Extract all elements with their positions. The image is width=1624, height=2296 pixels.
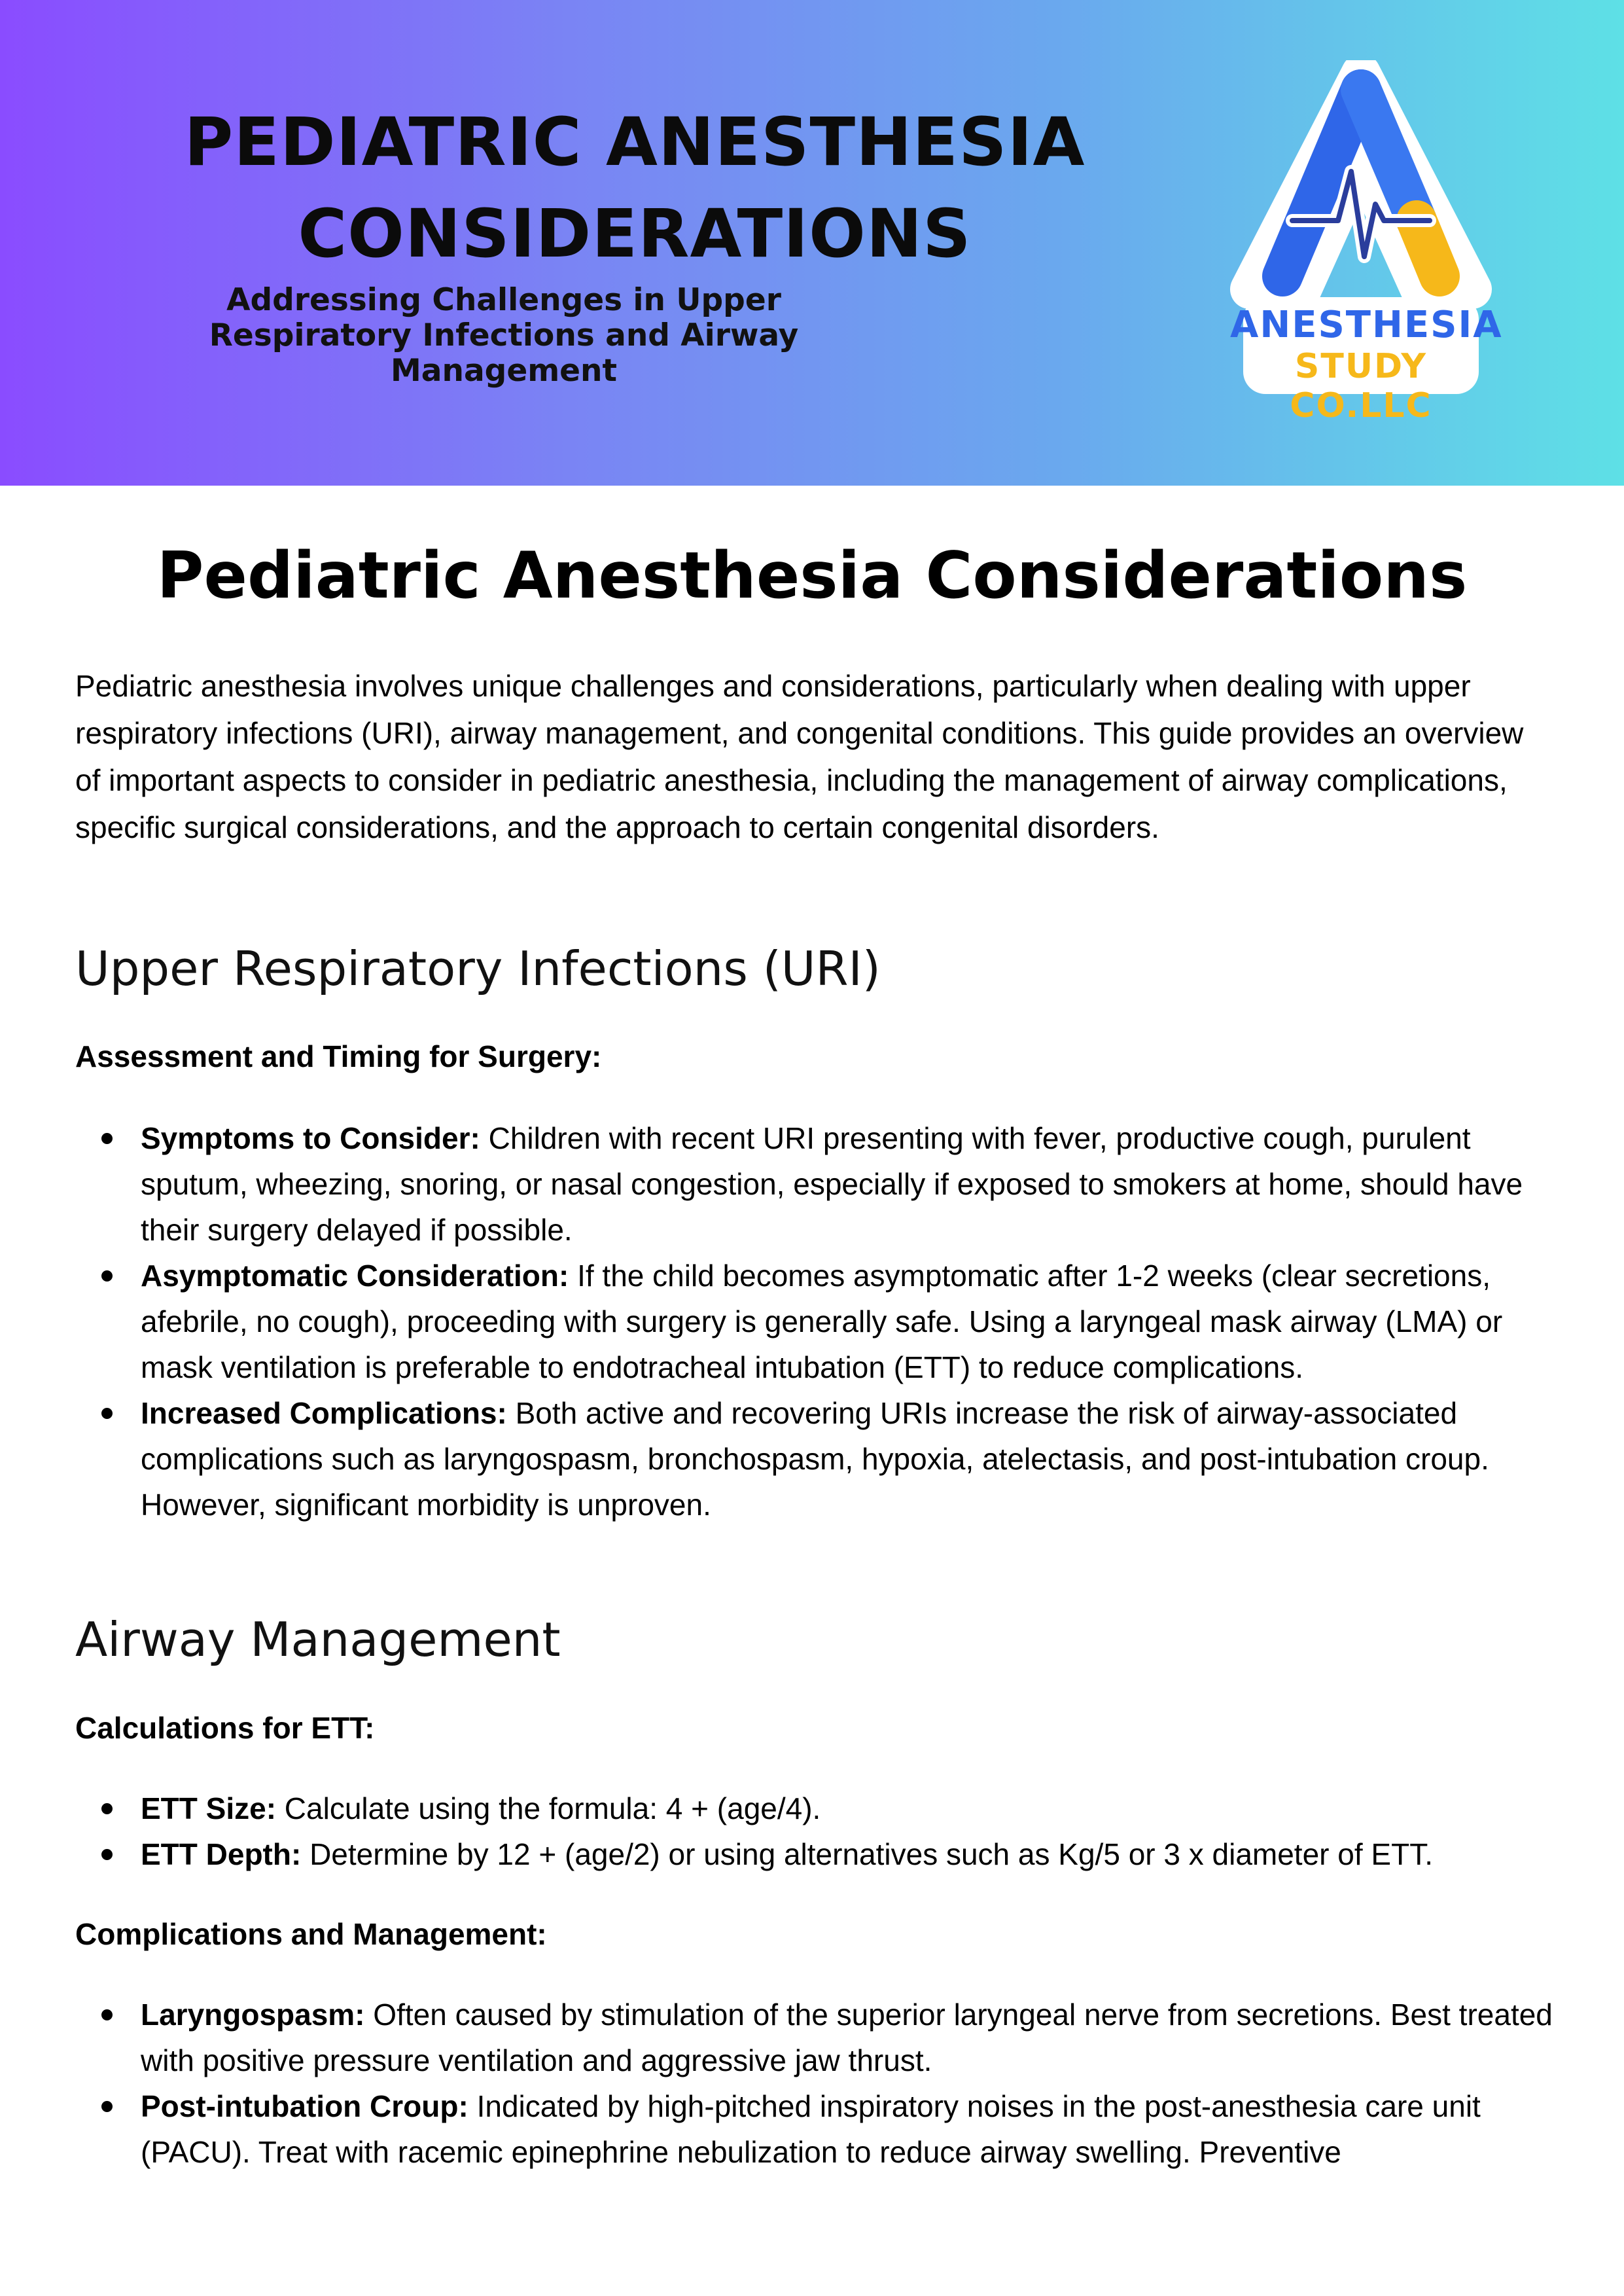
- item-text: If the child becomes asymptomatic after 1-2 weeks (clear secretions, afebrile, no cough), proceeding with surgery is generally safe. Using a laryngeal mask airway (LMA) or mask ventilation is preferable to endotracheal intubation (ETT) to reduce complications.: [141, 1259, 1503, 1384]
- list-item: [75, 2083, 1567, 2175]
- bullet-icon: [101, 1803, 113, 1814]
- bullet-icon: [101, 1408, 113, 1419]
- banner-title-line1: PEDIATRIC ANESTHESIA: [184, 103, 1086, 181]
- item-text: Often caused by stimulation of the superior laryngeal nerve from secretions. Best treated with positive pressure ventilation and aggressive jaw thrust.: [141, 1998, 1553, 2077]
- bullet-icon: [101, 1133, 113, 1144]
- document-heading: Pediatric Anesthesia Considerations: [156, 539, 1468, 613]
- logo-a-icon: [1230, 60, 1492, 322]
- list-item: [75, 1390, 1567, 1528]
- header-banner: [0, 0, 1624, 486]
- banner-subtitle: Addressing Challenges in Upper Respiratory Infections and Airway Management: [209, 282, 799, 389]
- item-text: Children with recent URI presenting with fever, productive cough, purulent sputum, wheezing, snoring, or nasal congestion, especially if exposed to smokers at home, should have their surgery delayed if possible.: [141, 1121, 1523, 1247]
- item-text: Indicated by high-pitched inspiratory noises in the post-anesthesia care unit (PACU). Treat with racemic epinephrine nebulization to reduce airway swelling. Preventive: [141, 2089, 1481, 2169]
- logo-text-company: STUDY CO.LLC: [1290, 347, 1432, 425]
- item-label: ETT Depth:: [141, 1837, 302, 1871]
- item-label: Post-intubation Croup:: [141, 2089, 468, 2123]
- item-label: Increased Complications:: [141, 1396, 507, 1430]
- uri-list: [75, 1115, 1567, 1528]
- item-label: Laryngospasm:: [141, 1998, 365, 2032]
- item-text: Both active and recovering URIs increase the risk of airway-associated complications such as laryngospasm, bronchospasm, hypoxia, atelectasis, and post-intubation croup. However, significant morbidity is unproven.: [141, 1396, 1489, 1522]
- item-label: Symptoms to Consider:: [141, 1121, 480, 1155]
- item-label: ETT Size:: [141, 1791, 277, 1825]
- list-item: [75, 1831, 1567, 1877]
- list-item: [75, 1253, 1567, 1390]
- bullet-icon: [101, 2009, 113, 2020]
- list-item: [75, 1785, 1567, 1831]
- item-label: Asymptomatic Consideration:: [141, 1259, 569, 1293]
- section-heading-airway: Airway Management: [75, 1612, 561, 1667]
- company-logo: [1230, 60, 1503, 425]
- list-item: [75, 1992, 1567, 2083]
- item-text: Determine by 12 + (age/2) or using alternatives such as Kg/5 or 3 x diameter of ETT.: [301, 1837, 1433, 1871]
- subheading-assessment: Assessment and Timing for Surgery:: [75, 1039, 602, 1073]
- subheading-complications: Complications and Management:: [75, 1917, 547, 1951]
- subheading-calculations: Calculations for ETT:: [75, 1711, 375, 1745]
- logo-text-anesthesia: ANESTHESIA: [1230, 304, 1503, 346]
- list-item: [75, 1115, 1567, 1253]
- bullet-icon: [101, 2101, 113, 2112]
- section-heading-uri: Upper Respiratory Infections (URI): [75, 941, 881, 996]
- complications-list: [75, 1992, 1567, 2175]
- banner-title: [111, 97, 1158, 280]
- bullet-icon: [101, 1849, 113, 1860]
- item-text: Calculate using the formula: 4 + (age/4).: [276, 1791, 821, 1825]
- calc-list: [75, 1785, 1567, 1877]
- intro-paragraph: Pediatric anesthesia involves unique challenges and considerations, particularly when dealing with upper respiratory infections (URI), airway management, and congenital conditions. This guide provides an overview of important aspects to consider in pediatric anesthesia, including the management of airway complications, specific surgical considerations, and the approach to certain congenital disorders.: [75, 669, 1524, 844]
- banner-title-line2: CONSIDERATIONS: [298, 195, 972, 273]
- bullet-icon: [101, 1270, 113, 1282]
